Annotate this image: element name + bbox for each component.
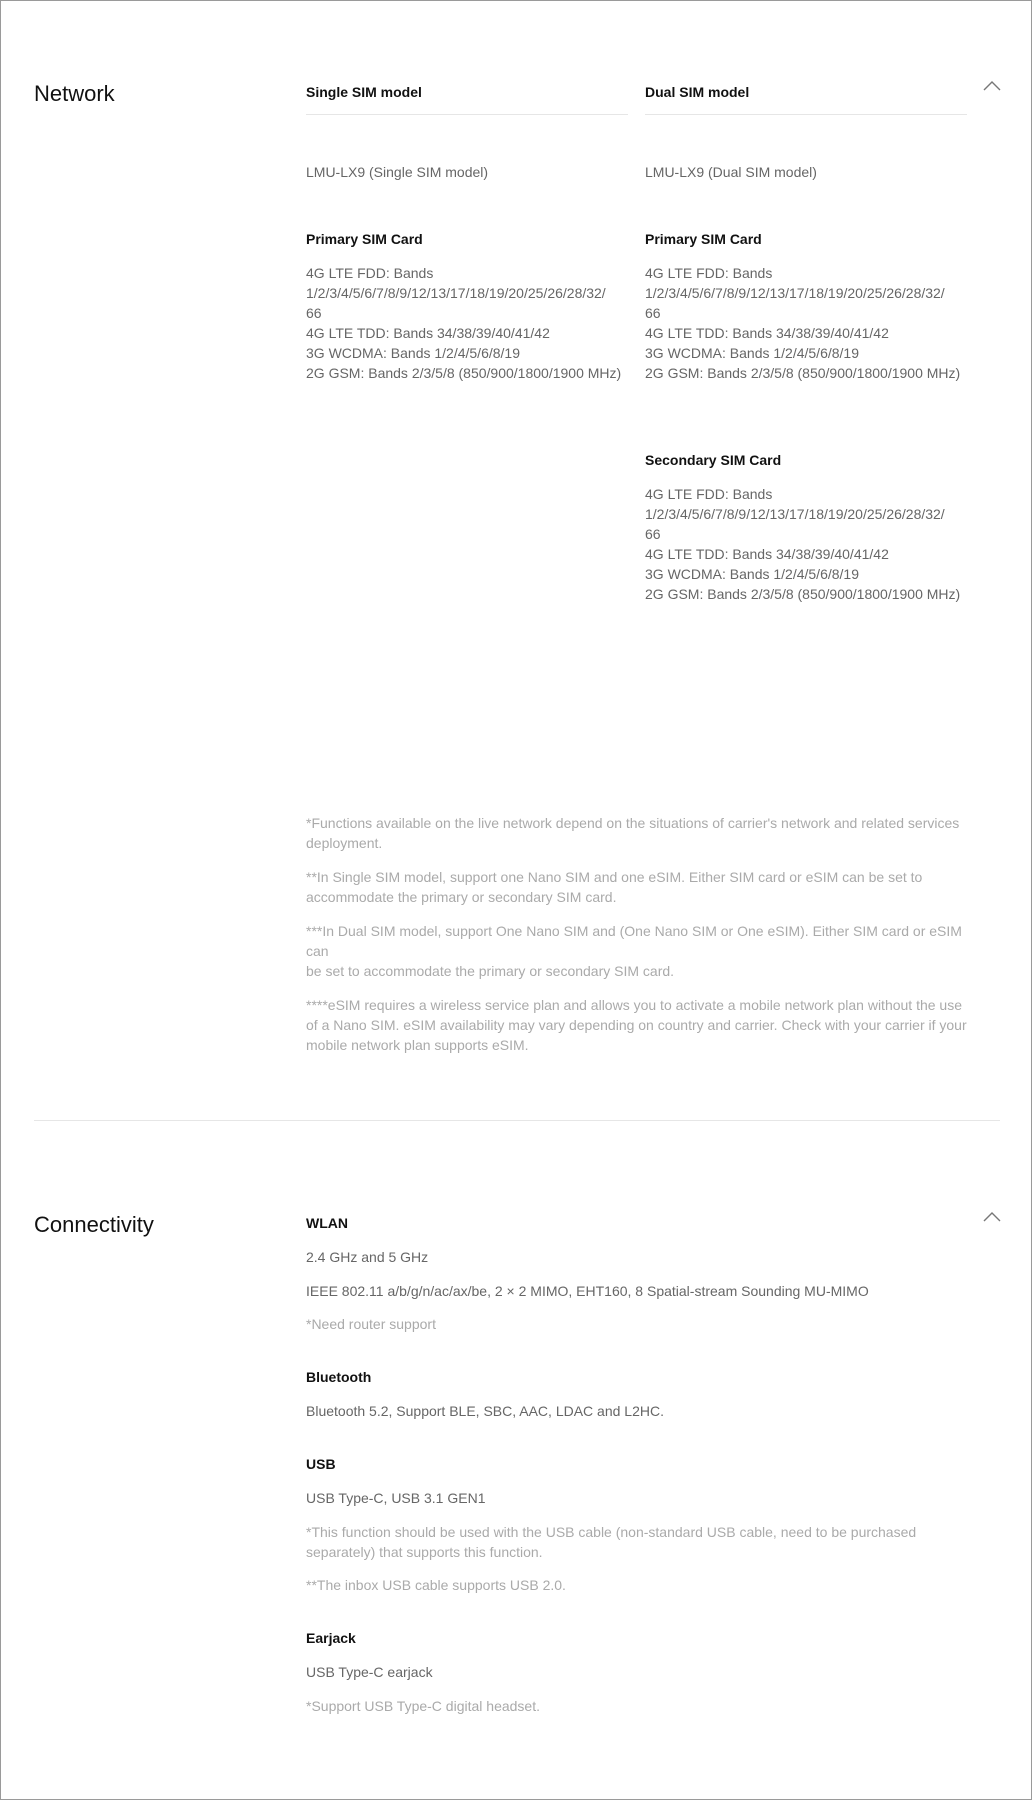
footnote bbox=[306, 921, 986, 981]
band-line: 4G LTE TDD: Bands 34/38/39/40/41/42 bbox=[645, 546, 889, 562]
dual-secondary-heading: Secondary SIM Card bbox=[645, 452, 782, 468]
band-line: 4G LTE FDD: Bands bbox=[306, 265, 434, 281]
band-line: 4G LTE FDD: Bands bbox=[645, 265, 773, 281]
footnote-line: **In Single SIM model, support one Nano SIM and one eSIM. Either SIM card or eSIM can be set to bbox=[306, 869, 923, 885]
network-section-title: Network bbox=[34, 81, 115, 106]
band-line: 4G LTE TDD: Bands 34/38/39/40/41/42 bbox=[306, 325, 550, 341]
connectivity-section-title: Connectivity bbox=[34, 1212, 154, 1237]
usb-heading: USB bbox=[306, 1456, 336, 1472]
bluetooth-text: Bluetooth 5.2, Support BLE, SBC, AAC, LDAC and L2HC. bbox=[306, 1403, 664, 1419]
earjack-heading: Earjack bbox=[306, 1630, 356, 1646]
network-footnotes bbox=[306, 813, 986, 1055]
band-line: 3G WCDMA: Bands 1/2/4/5/6/8/19 bbox=[645, 566, 859, 582]
footnote bbox=[306, 867, 986, 907]
footnote bbox=[306, 813, 986, 853]
wlan-heading: WLAN bbox=[306, 1215, 348, 1231]
single-sim-model: LMU-LX9 (Single SIM model) bbox=[306, 164, 489, 180]
band-line: 1/2/3/4/5/6/7/8/9/12/13/17/18/19/20/25/26/28/32/ bbox=[306, 285, 606, 301]
earjack-text: USB Type-C earjack bbox=[306, 1664, 433, 1680]
band-line: 66 bbox=[645, 305, 661, 321]
footnote-line: *Functions available on the live network depend on the situations of carrier's network and related services bbox=[306, 815, 960, 831]
footnote-line: mobile network plan supports eSIM. bbox=[306, 1037, 529, 1053]
dual-primary-bands bbox=[645, 263, 960, 383]
footnote-line: accommodate the primary or secondary SIM card. bbox=[306, 889, 617, 905]
footnote-line: deployment. bbox=[306, 835, 383, 851]
band-line: 2G GSM: Bands 2/3/5/8 (850/900/1800/1900 MHz) bbox=[306, 365, 622, 381]
wlan-standard: IEEE 802.11 a/b/g/n/ac/ax/be, 2 × 2 MIMO, EHT160, 8 Spatial-stream Sounding MU-MIMO bbox=[306, 1283, 869, 1299]
footnote-line: ****eSIM requires a wireless service plan and allows you to activate a mobile network plan without the use bbox=[306, 997, 963, 1013]
usb-note-line: separately) that supports this function. bbox=[306, 1544, 543, 1560]
dual-primary-heading: Primary SIM Card bbox=[645, 231, 762, 247]
bluetooth-heading: Bluetooth bbox=[306, 1369, 372, 1385]
band-line: 4G LTE TDD: Bands 34/38/39/40/41/42 bbox=[645, 325, 889, 341]
single-primary-bands bbox=[306, 263, 621, 383]
chevron-up-icon bbox=[981, 79, 1003, 93]
band-line: 4G LTE FDD: Bands bbox=[645, 486, 773, 502]
earjack-note: *Support USB Type-C digital headset. bbox=[306, 1698, 540, 1714]
usb-text: USB Type-C, USB 3.1 GEN1 bbox=[306, 1490, 486, 1506]
footnote-line: of a Nano SIM. eSIM availability may vary depending on country and carrier. Check with your carrier if your bbox=[306, 1017, 967, 1033]
dual-sim-model: LMU-LX9 (Dual SIM model) bbox=[645, 164, 817, 180]
band-line: 3G WCDMA: Bands 1/2/4/5/6/8/19 bbox=[645, 345, 859, 361]
footnote-line: ***In Dual SIM model, support One Nano SIM and (One Nano SIM or One eSIM). Either SIM card or eSIM can bbox=[306, 923, 962, 959]
footnote-line: be set to accommodate the primary or secondary SIM card. bbox=[306, 963, 675, 979]
connectivity-collapse-button[interactable] bbox=[981, 1210, 1003, 1224]
band-line: 1/2/3/4/5/6/7/8/9/12/13/17/18/19/20/25/26/28/32/ bbox=[645, 285, 945, 301]
usb-note-line: *This function should be used with the USB cable (non-standard USB cable, need to be purchased bbox=[306, 1524, 917, 1540]
band-line: 2G GSM: Bands 2/3/5/8 (850/900/1800/1900 MHz) bbox=[645, 586, 961, 602]
band-line: 3G WCDMA: Bands 1/2/4/5/6/8/19 bbox=[306, 345, 520, 361]
usb-note-2: **The inbox USB cable supports USB 2.0. bbox=[306, 1577, 566, 1593]
chevron-up-icon bbox=[981, 1210, 1003, 1224]
band-line: 66 bbox=[306, 305, 322, 321]
wlan-note: *Need router support bbox=[306, 1316, 436, 1332]
band-line: 1/2/3/4/5/6/7/8/9/12/13/17/18/19/20/25/26/28/32/ bbox=[645, 506, 945, 522]
wlan-bands: 2.4 GHz and 5 GHz bbox=[306, 1249, 429, 1265]
dual-secondary-bands bbox=[645, 484, 960, 604]
single-primary-heading: Primary SIM Card bbox=[306, 231, 423, 247]
band-line: 2G GSM: Bands 2/3/5/8 (850/900/1800/1900 MHz) bbox=[645, 365, 961, 381]
network-collapse-button[interactable] bbox=[981, 79, 1003, 93]
dual-sim-heading: Dual SIM model bbox=[645, 84, 967, 115]
section-divider bbox=[34, 1120, 1000, 1121]
single-sim-heading: Single SIM model bbox=[306, 84, 628, 115]
footnote bbox=[306, 995, 986, 1055]
band-line: 66 bbox=[645, 526, 661, 542]
